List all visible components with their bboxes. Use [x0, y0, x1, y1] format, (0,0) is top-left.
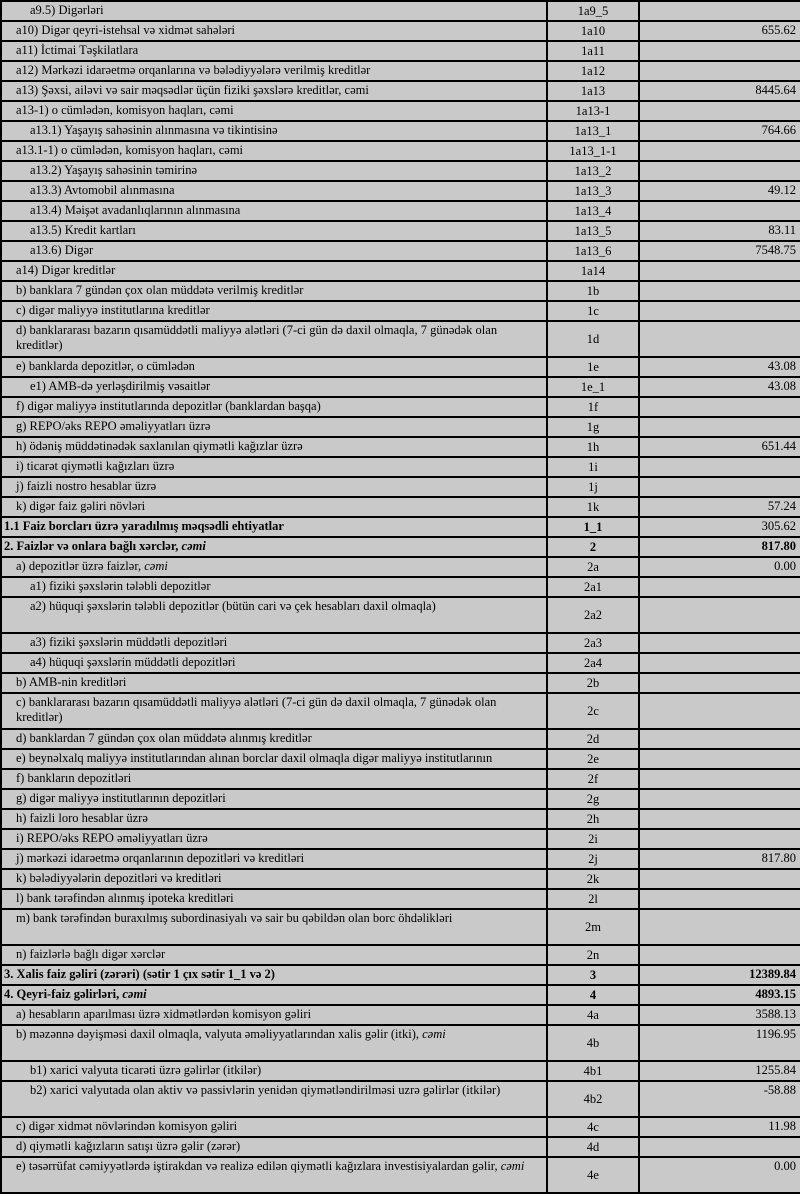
table-row [1, 789, 800, 809]
row-label-cell [1, 749, 547, 769]
table-row [1, 81, 800, 101]
row-value-cell: 11.98 [639, 1117, 800, 1137]
row-label-cell [1, 653, 547, 673]
row-value-cell [639, 1, 800, 21]
table-row [1, 121, 800, 141]
row-value-cell [639, 261, 800, 281]
row-value-cell: 7548.75 [639, 241, 800, 261]
row-label: 1.1 Faiz borcları üzrə yaradılmış məqsədli ehtiyatlar [4, 519, 284, 533]
row-label: b2) xarici valyutada olan aktiv və passivlərin yenidən qiymətləndirilməsi uzrə gəlirlər (itkilər) [30, 1083, 501, 1097]
table-row [1, 1005, 800, 1025]
row-label: b1) xarici valyuta ticarəti üzrə gəlirlər (itkilər) [30, 1063, 262, 1077]
table-row [1, 497, 800, 517]
table-row [1, 477, 800, 497]
row-label: a1) fiziki şəxslərin tələbli depozitlər [30, 579, 211, 593]
row-code-cell: 2n [547, 945, 639, 965]
row-label-cell [1, 477, 547, 497]
row-label: c) digər maliyyə institutlarına kreditlər [16, 303, 210, 317]
row-label: m) bank tərəfindən buraxılmış subordinasiyalı və sair bu qəbildən olan borc öhdəlikləri [16, 911, 453, 925]
row-label: f) digər maliyyə institutlarında depozitlər (banklardan başqa) [16, 399, 321, 413]
table-row [1, 869, 800, 889]
row-value-cell: 49.12 [639, 181, 800, 201]
row-code-cell: 2j [547, 849, 639, 869]
row-code-cell: 4b1 [547, 1061, 639, 1081]
table-row [1, 437, 800, 457]
row-label-cell [1, 693, 547, 729]
row-value-cell [639, 417, 800, 437]
row-code-cell: 1h [547, 437, 639, 457]
row-label-cell [1, 1061, 547, 1081]
row-label: 2. Faizlər və onlara bağlı xərclər, [4, 539, 182, 553]
row-label-cell [1, 81, 547, 101]
row-value-cell: 4893.15 [639, 985, 800, 1005]
row-label-italic-suffix: cəmi [422, 1027, 446, 1041]
row-code-cell: 1e [547, 357, 639, 377]
table-row [1, 161, 800, 181]
table-row [1, 597, 800, 633]
row-label: d) qiymətli kağızların satışı üzrə gəlir (zərər) [16, 1139, 241, 1153]
row-label-cell [1, 121, 547, 141]
table-row [1, 1117, 800, 1137]
row-label-cell [1, 417, 547, 437]
row-code-cell: 2i [547, 829, 639, 849]
table-row [1, 985, 800, 1005]
row-value-cell [639, 597, 800, 633]
table-row [1, 653, 800, 673]
row-value-cell: 3588.13 [639, 1005, 800, 1025]
row-label-italic-suffix: cəmi [500, 1159, 525, 1173]
row-label: d) banklardan 7 gündən çox olan müddətə alınmış kreditlər [16, 731, 312, 745]
row-label-cell [1, 945, 547, 965]
table-row [1, 221, 800, 241]
row-value-cell [639, 945, 800, 965]
table-row [1, 41, 800, 61]
row-label-cell [1, 1117, 547, 1137]
row-code-cell: 1a13 [547, 81, 639, 101]
table-row [1, 377, 800, 397]
row-label: k) bələdiyyələrin depozitləri və kreditləri [16, 871, 222, 885]
row-label: g) digər maliyyə institutlarının depozitləri [16, 791, 226, 805]
row-value-cell [639, 161, 800, 181]
row-label: g) REPO/əks REPO əməliyyatları üzrə [16, 419, 211, 433]
row-code-cell: 4b2 [547, 1081, 639, 1117]
row-label-cell [1, 497, 547, 517]
row-label-cell [1, 261, 547, 281]
table-row [1, 21, 800, 41]
row-label-cell [1, 377, 547, 397]
table-row [1, 749, 800, 769]
row-value-cell [639, 141, 800, 161]
row-label-cell [1, 181, 547, 201]
row-label-cell [1, 985, 547, 1005]
row-label-cell [1, 241, 547, 261]
row-label-cell [1, 221, 547, 241]
row-value-cell: 817.80 [639, 537, 800, 557]
row-label: a) depozitlər üzrə faizlər, [16, 559, 145, 573]
row-code-cell: 1a13_5 [547, 221, 639, 241]
table-row [1, 577, 800, 597]
row-label-cell [1, 21, 547, 41]
row-label: a4) hüquqi şəxslərin müddətli depozitləri [30, 655, 236, 669]
row-label: i) REPO/əks REPO əməliyyatları üzrə [16, 831, 208, 845]
row-label-cell [1, 537, 547, 557]
row-label-italic-suffix: cəmi [181, 539, 206, 553]
row-value-cell: -58.88 [639, 1081, 800, 1117]
table-row [1, 457, 800, 477]
row-code-cell: 4 [547, 985, 639, 1005]
row-value-cell [639, 749, 800, 769]
row-code-cell: 2a1 [547, 577, 639, 597]
row-value-cell: 0.00 [639, 557, 800, 577]
row-label-cell [1, 1025, 547, 1061]
row-value-cell [639, 41, 800, 61]
table-row [1, 633, 800, 653]
row-code-cell: 2c [547, 693, 639, 729]
row-label: k) digər faiz gəliri növləri [16, 499, 146, 513]
row-code-cell: 3 [547, 965, 639, 985]
row-value-cell [639, 673, 800, 693]
table-row [1, 261, 800, 281]
row-label: a2) hüquqi şəxslərin tələbli depozitlər (bütün cari və çek hesabları daxil olmaqla) [30, 599, 436, 613]
table-row [1, 849, 800, 869]
row-label: i) ticarət qiymətli kağızları üzrə [16, 459, 175, 473]
row-code-cell: 2k [547, 869, 639, 889]
row-code-cell: 1a13_4 [547, 201, 639, 221]
row-value-cell [639, 653, 800, 673]
table-row [1, 1137, 800, 1157]
row-label-cell [1, 809, 547, 829]
row-value-cell: 12389.84 [639, 965, 800, 985]
row-value-cell [639, 281, 800, 301]
row-label: a13.4) Məişət avadanlıqlarının alınmasına [30, 203, 241, 217]
row-value-cell [639, 1137, 800, 1157]
row-label-cell [1, 301, 547, 321]
row-value-cell [639, 477, 800, 497]
row-label: j) mərkəzi idarəetmə orqanlarının depozitləri və kreditləri [16, 851, 305, 865]
table-row [1, 889, 800, 909]
row-label-cell [1, 161, 547, 181]
row-code-cell: 1a13-1 [547, 101, 639, 121]
row-label: e) beynəlxalq maliyyə institutlarından alınan borclar daxil olmaqla digər maliyyə institutlarının [16, 751, 493, 765]
table-row [1, 1081, 800, 1117]
row-code-cell: 4a [547, 1005, 639, 1025]
row-label-cell [1, 849, 547, 869]
row-label-cell [1, 141, 547, 161]
row-code-cell: 4e [547, 1157, 639, 1193]
row-label: a) hesabların aparılması üzrə xidmətlərdən komisyon gəliri [16, 1007, 312, 1021]
row-label: n) faizlərlə bağlı digər xərclər [16, 947, 166, 961]
row-code-cell: 2m [547, 909, 639, 945]
row-value-cell [639, 869, 800, 889]
row-code-cell: 4b [547, 1025, 639, 1061]
row-label: a11) İctimai Təşkilatlara [16, 43, 139, 57]
row-label: b) məzənnə dəyişməsi daxil olmaqla, valyuta əməliyyatlarından xalis gəlir (itki), [16, 1027, 423, 1041]
row-label-cell [1, 281, 547, 301]
row-value-cell: 651.44 [639, 437, 800, 457]
row-label-cell [1, 633, 547, 653]
row-label: b) banklara 7 gündən çox olan müddətə verilmiş kreditlər [16, 283, 304, 297]
row-label-cell [1, 965, 547, 985]
row-value-cell: 655.62 [639, 21, 800, 41]
row-code-cell: 1f [547, 397, 639, 417]
row-label: h) faizli loro hesablar üzrə [16, 811, 148, 825]
row-code-cell: 1g [547, 417, 639, 437]
row-value-cell: 817.80 [639, 849, 800, 869]
row-code-cell: 4c [547, 1117, 639, 1137]
row-label-cell [1, 357, 547, 377]
row-label-cell [1, 829, 547, 849]
row-label: d) banklararası bazarın qısamüddətli maliyyə alətləri (7-ci gün də daxil olmaqla, 7 günədək olan kreditlər) [16, 323, 498, 352]
table-row [1, 945, 800, 965]
row-label: a13.2) Yaşayış sahəsinin təmirinə [30, 163, 197, 177]
row-label: l) bank tərəfindən alınmış ipoteka kreditləri [16, 891, 234, 905]
row-label-cell [1, 101, 547, 121]
row-value-cell [639, 829, 800, 849]
row-code-cell: 1a11 [547, 41, 639, 61]
row-label-cell [1, 1137, 547, 1157]
row-code-cell: 2a4 [547, 653, 639, 673]
row-label: 4. Qeyri-faiz gəlirləri, [4, 987, 123, 1001]
row-label: e1) AMB-də yerləşdirilmiş vəsaitlər [30, 379, 211, 393]
row-label-cell [1, 321, 547, 357]
row-code-cell: 2b [547, 673, 639, 693]
row-value-cell: 764.66 [639, 121, 800, 141]
row-label-cell [1, 201, 547, 221]
table-row [1, 61, 800, 81]
row-code-cell: 4d [547, 1137, 639, 1157]
row-value-cell [639, 909, 800, 945]
row-label: j) faizli nostro hesablar üzrə [16, 479, 157, 493]
row-label-cell [1, 769, 547, 789]
row-label-cell [1, 557, 547, 577]
table-body [1, 1, 800, 1193]
row-value-cell [639, 789, 800, 809]
row-label: c) banklararası bazarın qısamüddətli maliyyə alətləri (7-ci gün də daxil olmaqla, 7 günədək olan kreditlər) [16, 695, 497, 724]
row-label-cell [1, 673, 547, 693]
row-label-cell [1, 789, 547, 809]
row-value-cell [639, 729, 800, 749]
table-row [1, 829, 800, 849]
row-code-cell: 1j [547, 477, 639, 497]
row-label: a13-1) o cümlədən, komisyon haqları, cəmi [16, 103, 234, 117]
table-row [1, 321, 800, 357]
row-value-cell [639, 769, 800, 789]
row-code-cell: 1a13_3 [547, 181, 639, 201]
row-label: a3) fiziki şəxslərin müddətli depozitləri [30, 635, 228, 649]
row-value-cell: 305.62 [639, 517, 800, 537]
row-code-cell: 2l [547, 889, 639, 909]
table-row [1, 965, 800, 985]
row-label: a13.5) Kredit kartları [30, 223, 136, 237]
row-label-cell [1, 437, 547, 457]
row-label: a13) Şəxsi, ailəvi və sair məqsədlər üçün fiziki şəxslərə kreditlər, cəmi [16, 83, 369, 97]
row-label-cell [1, 457, 547, 477]
row-label-cell [1, 397, 547, 417]
row-label: f) bankların depozitləri [16, 771, 132, 785]
row-label: a13.3) Avtomobil alınmasına [30, 183, 175, 197]
row-label-cell [1, 729, 547, 749]
row-value-cell [639, 61, 800, 81]
table-row [1, 693, 800, 729]
table-row [1, 769, 800, 789]
row-value-cell: 1196.95 [639, 1025, 800, 1061]
row-value-cell [639, 301, 800, 321]
table-row [1, 241, 800, 261]
row-label-cell [1, 1005, 547, 1025]
row-value-cell [639, 457, 800, 477]
table-row [1, 809, 800, 829]
row-code-cell: 1c [547, 301, 639, 321]
row-code-cell: 2h [547, 809, 639, 829]
table-row [1, 141, 800, 161]
row-value-cell: 57.24 [639, 497, 800, 517]
table-row [1, 517, 800, 537]
row-label-cell [1, 597, 547, 633]
row-code-cell: 1a13_1-1 [547, 141, 639, 161]
row-label-cell [1, 41, 547, 61]
row-label-cell [1, 1081, 547, 1117]
row-label: a10) Digər qeyri-istehsal və xidmət sahələri [16, 23, 236, 37]
row-value-cell: 0.00 [639, 1157, 800, 1193]
row-code-cell: 1a10 [547, 21, 639, 41]
row-label: 3. Xalis faiz gəliri (zərəri) (sətir 1 çıx sətir 1_1 və 2) [4, 967, 275, 981]
table-row [1, 909, 800, 945]
row-code-cell: 2g [547, 789, 639, 809]
row-value-cell [639, 101, 800, 121]
row-label-italic-suffix: cəmi [144, 559, 168, 573]
table-row [1, 201, 800, 221]
row-label: c) digər xidmət növlərindən komisyon gəliri [16, 1119, 238, 1133]
row-label-cell [1, 1157, 547, 1193]
table-row [1, 1157, 800, 1193]
row-code-cell: 2f [547, 769, 639, 789]
table-row [1, 101, 800, 121]
row-code-cell: 1a13_2 [547, 161, 639, 181]
row-label: a13.6) Digər [30, 243, 94, 257]
row-code-cell: 1a13_6 [547, 241, 639, 261]
row-code-cell: 1a12 [547, 61, 639, 81]
row-value-cell [639, 577, 800, 597]
row-label-cell [1, 577, 547, 597]
row-label: a13.1) Yaşayış sahəsinin alınmasına və tikintisinə [30, 123, 278, 137]
row-label-cell [1, 889, 547, 909]
table-row [1, 181, 800, 201]
row-code-cell: 2a2 [547, 597, 639, 633]
table-row [1, 673, 800, 693]
row-label: e) banklarda depozitlər, o cümlədən [16, 359, 195, 373]
row-code-cell: 1i [547, 457, 639, 477]
row-label: a13.1-1) o cümlədən, komisyon haqları, cəmi [16, 143, 244, 157]
row-code-cell: 1e_1 [547, 377, 639, 397]
row-label: a14) Digər kreditlər [16, 263, 116, 277]
row-value-cell: 83.11 [639, 221, 800, 241]
row-code-cell: 1a14 [547, 261, 639, 281]
row-value-cell: 8445.64 [639, 81, 800, 101]
table-row [1, 557, 800, 577]
row-code-cell: 1k [547, 497, 639, 517]
table-row [1, 1061, 800, 1081]
row-label: a12) Mərkəzi idarəetmə orqanlarına və bələdiyyələrə verilmiş kreditlər [16, 63, 371, 77]
row-label: e) təsərrüfat cəmiyyətlərdə iştirakdan və realizə edilən qiymətli kağızlara investisiyalardan gəlir, [16, 1159, 501, 1173]
row-value-cell [639, 693, 800, 729]
row-label-italic-suffix: cəmi [122, 987, 147, 1001]
table-row [1, 357, 800, 377]
row-code-cell: 1b [547, 281, 639, 301]
row-value-cell: 43.08 [639, 377, 800, 397]
row-value-cell [639, 201, 800, 221]
table-row [1, 281, 800, 301]
row-label: a9.5) Digərləri [30, 3, 104, 17]
table-row [1, 1025, 800, 1061]
row-label: h) ödəniş müddətinədək saxlanılan qiymətli kağızlar üzrə [16, 439, 303, 453]
row-code-cell: 2d [547, 729, 639, 749]
row-code-cell: 2 [547, 537, 639, 557]
row-code-cell: 1d [547, 321, 639, 357]
row-label-cell [1, 909, 547, 945]
row-label-cell [1, 517, 547, 537]
row-label: b) AMB-nin kreditləri [16, 675, 127, 689]
table-row [1, 301, 800, 321]
row-code-cell: 2a3 [547, 633, 639, 653]
row-value-cell [639, 397, 800, 417]
row-label-cell [1, 61, 547, 81]
table-row [1, 397, 800, 417]
row-label-cell [1, 1, 547, 21]
row-code-cell: 2a [547, 557, 639, 577]
row-code-cell: 1a13_1 [547, 121, 639, 141]
row-code-cell: 1_1 [547, 517, 639, 537]
row-value-cell [639, 321, 800, 357]
table-row [1, 537, 800, 557]
table-row [1, 417, 800, 437]
row-value-cell [639, 633, 800, 653]
row-label-cell [1, 869, 547, 889]
row-code-cell: 1a9_5 [547, 1, 639, 21]
table-row [1, 729, 800, 749]
row-value-cell [639, 889, 800, 909]
row-value-cell [639, 809, 800, 829]
row-value-cell: 43.08 [639, 357, 800, 377]
row-value-cell: 1255.84 [639, 1061, 800, 1081]
row-code-cell: 2e [547, 749, 639, 769]
table-row [1, 1, 800, 21]
